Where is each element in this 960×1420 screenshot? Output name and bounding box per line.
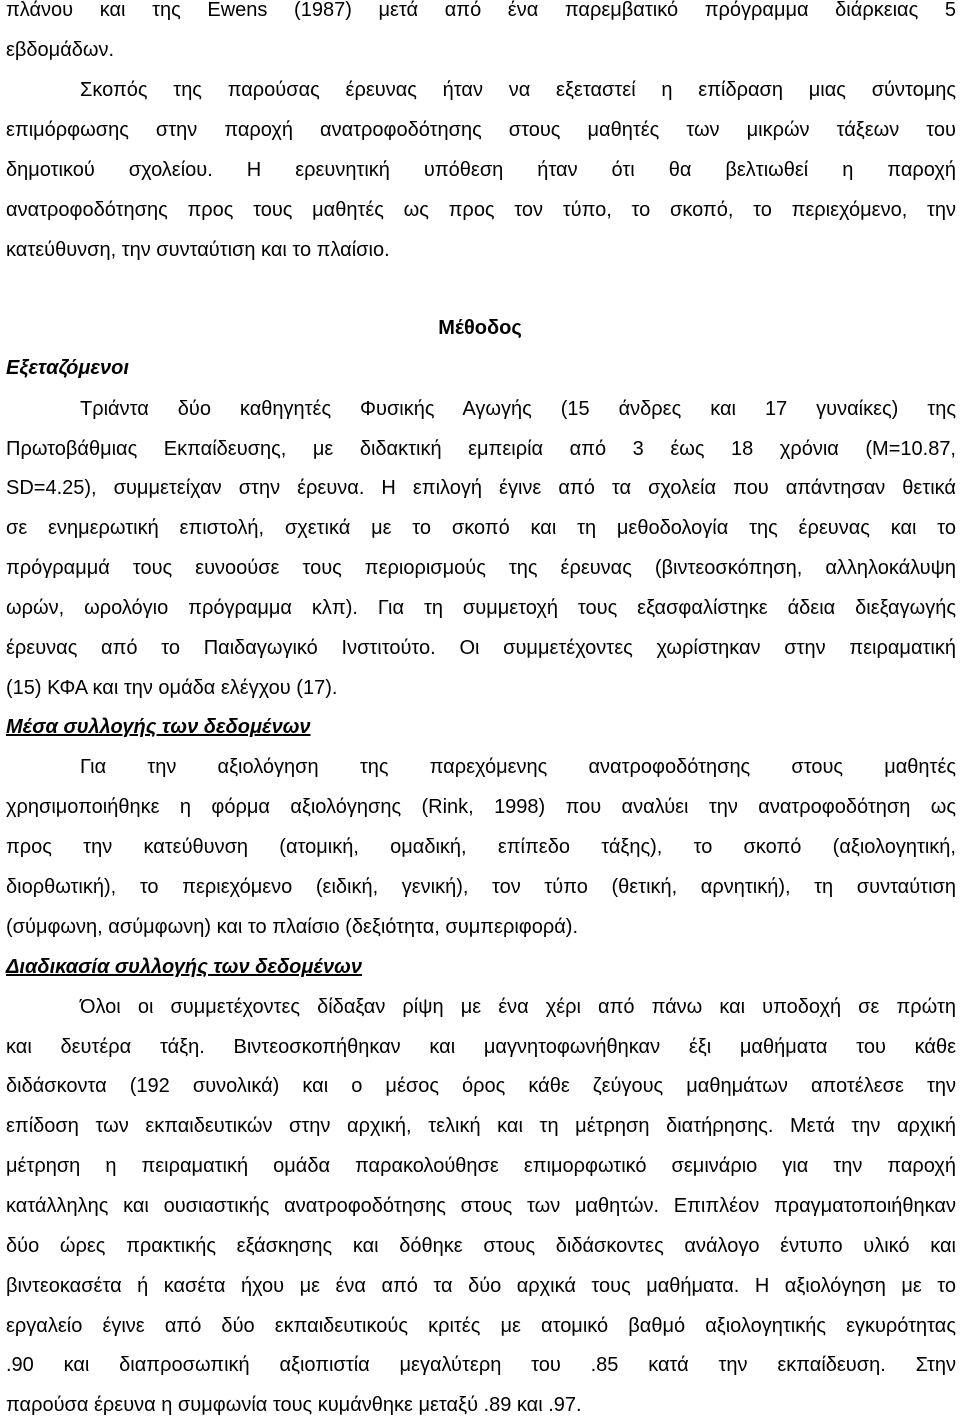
text-line: Πρωτοβάθμιας Εκπαίδευσης, με διδακτική εμπειρία από 3 έως 18 χρόνια (M=10.87, — [6, 438, 956, 460]
text-line: κατεύθυνση, την συνταύτιση και το πλαίσιο. — [6, 239, 390, 261]
section-heading-method: Μέθοδος — [438, 317, 522, 339]
text-line: .90 και διαπροσωπική αξιοπιστία μεγαλύτερη του .85 κατά την εκπαίδευση. Στην — [6, 1354, 956, 1376]
text-line: εργαλείο έγινε από δύο εκπαιδευτικούς κριτές με ατομικό βαθμό αξιολογητικής εγκυρότητας — [6, 1315, 956, 1337]
text-line: Για την αξιολόγηση της παρεχόμενης ανατροφοδότησης στους μαθητές — [80, 756, 956, 778]
text-line: δύο ώρες πρακτικής εξάσκησης και δόθηκε στους διδάσκοντες ανάλογο έντυπο υλικό και — [6, 1235, 956, 1257]
text-line: Σκοπός της παρούσας έρευνας ήταν να εξεταστεί η επίδραση μιας σύντομης — [80, 79, 956, 101]
text-line: Όλοι οι συμμετέχοντες δίδαξαν ρίψη με ένα χέρι από πάνω και υποδοχή σε πρώτη — [80, 996, 956, 1018]
text-line: μέτρηση η πειραματική ομάδα παρακολούθησε επιμορφωτικό σεμινάριο για την παροχή — [6, 1155, 956, 1177]
text-line: εβδομάδων. — [6, 39, 115, 61]
text-line: δημοτικού σχολείου. Η ερευνητική υπόθεση ήταν ότι θα βελτιωθεί η παροχή — [6, 159, 956, 181]
text-line: διδάσκοντα (192 συνολικά) και ο μέσος όρος κάθε ζεύγους μαθημάτων αποτέλεσε την — [6, 1075, 956, 1097]
text-line: (σύμφωνη, ασύμφωνη) και το πλαίσιο (δεξιότητα, συμπεριφορά). — [6, 916, 579, 938]
subheading-participants: Εξεταζόμενοι — [6, 357, 129, 379]
text-line: ανατροφοδότησης προς τους μαθητές ως προς τον τύπο, το σκοπό, το περιεχόμενο, την — [6, 199, 956, 221]
text-line: σε ενημερωτική επιστολή, σχετικά με το σκοπό και τη μεθοδολογία της έρευνας και το — [6, 517, 956, 539]
subheading-instruments: Μέσα συλλογής των δεδομένων — [6, 716, 311, 738]
text-line: (15) ΚΦΑ και την ομάδα ελέγχου (17). — [6, 677, 338, 699]
text-line: διορθωτική), το περιεχόμενο (ειδική, γενική), τον τύπο (θετική, αρνητική), τη συνταύτιση — [6, 876, 956, 898]
text-line: βιντεοκασέτα ή κασέτα ήχου με ένα από τα δύο αρχικά τους μαθήματα. Η αξιολόγηση με το — [6, 1275, 956, 1297]
text-line: SD=4.25), συμμετείχαν στην έρευνα. Η επιλογή έγινε από τα σχολεία που απάντησαν θετικά — [6, 477, 956, 499]
text-line: Τριάντα δύο καθηγητές Φυσικής Αγωγής (15 άνδρες και 17 γυναίκες) της — [80, 398, 956, 420]
text-line: χρησιμοποιήθηκε η φόρμα αξιολόγησης (Rink, 1998) που αναλύει την ανατροφοδότηση ως — [6, 796, 956, 818]
text-line: επιμόρφωσης στην παροχή ανατροφοδότησης στους μαθητές των μικρών τάξεων του — [6, 119, 956, 141]
text-line: προς την κατεύθυνση (ατομική, ομαδική, επίπεδο τάξης), το σκοπό (αξιολογητική, — [6, 836, 956, 858]
text-line: παρούσα έρευνα η συμφωνία τους κυμάνθηκε μεταξύ .89 και .97. — [6, 1394, 582, 1416]
text-line: κατάλληλης και ουσιαστικής ανατροφοδότησης στους των μαθητών. Επιπλέον πραγματοποιήθηκαν — [6, 1195, 956, 1217]
text-line: και δευτέρα τάξη. Βιντεοσκοπήθηκαν και μαγνητοφωνήθηκαν έξι μαθήματα του κάθε — [6, 1036, 956, 1058]
subheading-procedure: Διαδικασία συλλογής των δεδομένων — [6, 956, 362, 978]
text-line: πλάνου και της Ewens (1987) μετά από ένα παρεμβατικό πρόγραμμα διάρκειας 5 — [6, 0, 956, 21]
text-line: πρόγραμμά τους ευνοούσε τους περιορισμούς της έρευνας (βιντεοσκόπηση, αλληλοκάλυψη — [6, 557, 956, 579]
text-line: ωρών, ωρολόγιο πρόγραμμα κλπ). Για τη συμμετοχή τους εξασφαλίστηκε άδεια διεξαγωγής — [6, 597, 956, 619]
text-line: επίδοση των εκπαιδευτικών στην αρχική, τελική και τη μέτρηση διατήρησης. Μετά την αρχική — [6, 1115, 956, 1137]
text-line: έρευνας από το Παιδαγωγικό Ινστιτούτο. Οι συμμετέχοντες χωρίστηκαν στην πειραματική — [6, 637, 956, 659]
